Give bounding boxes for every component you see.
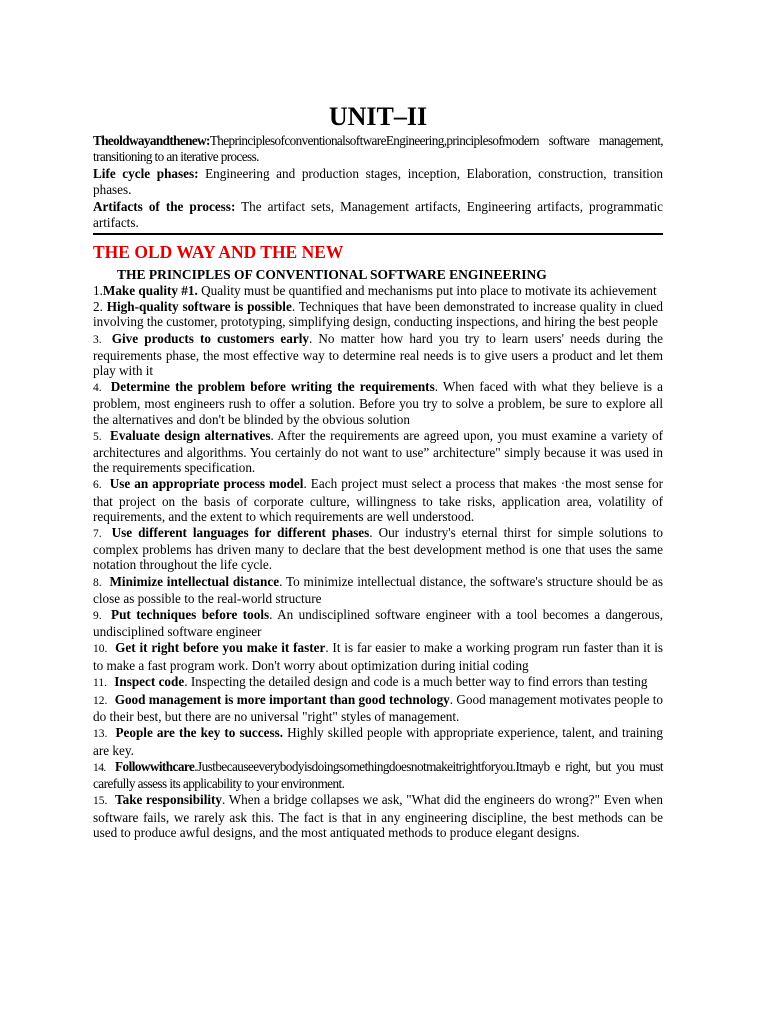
- item-number: 6.: [93, 479, 102, 492]
- list-item: [93, 674, 663, 691]
- item-text: . It is far easier to make a working program run faster than it is to make a fast program work. Don't worry about optimization during initial coding: [93, 640, 663, 673]
- item-title: High-quality software is possible: [106, 299, 292, 315]
- principles-list: [93, 283, 663, 840]
- list-item: [93, 428, 663, 476]
- list-item: [93, 759, 663, 791]
- list-item: [93, 725, 663, 757]
- list-item: [93, 792, 663, 840]
- item-text: . Our industry's eternal thirst for simple solutions to complex problems has driven many to declare that the best development method is one that uses the same notation throughout the life cycle.: [93, 525, 664, 573]
- item-title: Take responsibility: [115, 792, 223, 808]
- item-number: 10.: [93, 643, 108, 656]
- item-text: . An undisciplined software engineer with a tool becomes a dangerous, undisciplined software engineer: [93, 607, 663, 640]
- item-text: . Inspecting the detailed design and code is a much better way to find errors than testing: [184, 673, 648, 689]
- item-number: 8.: [93, 576, 102, 589]
- item-text: . No matter how hard you try to learn users' needs during the requirements phase, the most effective way to determine real needs is to give users a product and let them play with it: [93, 330, 663, 379]
- list-item: [93, 299, 663, 329]
- item-title: Good management is more important than good technology: [114, 692, 450, 708]
- item-title: Evaluate design alternatives: [110, 427, 271, 443]
- item-title: Make quality #1.: [102, 283, 198, 298]
- item-number: 14.: [93, 761, 106, 774]
- item-text: Highly skilled people with appropriate experience, talent, and training are key.: [93, 725, 663, 758]
- item-number: 2.: [93, 299, 103, 315]
- section-title: THE OLD WAY AND THE NEW: [93, 242, 344, 262]
- list-item: [93, 476, 663, 524]
- item-number: 3.: [93, 333, 102, 346]
- item-title: People are the key to success.: [115, 725, 284, 741]
- item-text: . After the requirements are agreed upon, you must examine a variety of architectures and algorithms. You certainly do not want to use” architecture" simply because it was used in the requirements specification.: [93, 427, 663, 476]
- intro-text: The artifact sets, Management artifacts, Engineering artifacts, programmatic artifacts.: [93, 199, 663, 230]
- item-text: . When faced with what they believe is a problem, most engineers rush to offer a solution. Before you try to solve a problem, be sure to explore all the alternatives and don't be blinded by the obvious solution: [93, 379, 664, 427]
- list-item: [93, 574, 663, 606]
- item-title: Use an appropriate process model: [109, 476, 304, 492]
- intro-block: [93, 133, 663, 230]
- item-text: .Justbecauseeverybodyisdoingsomethingdoesnotmakeitrightforyou.Itmayb e right, but you must carefully assess its applicability to your environment.: [93, 758, 663, 792]
- item-number: 5.: [93, 430, 102, 443]
- item-number: 9.: [93, 610, 102, 623]
- item-title: Give products to customers early: [111, 330, 309, 346]
- item-title: Determine the problem before writing the requirements: [110, 379, 435, 395]
- list-item: [93, 640, 663, 672]
- intro-line-3: [93, 199, 663, 230]
- list-item: [93, 692, 663, 724]
- intro-line-2: [93, 166, 663, 197]
- item-text: . Each project must select a process that makes ·the most sense for that project on the basis of corporate culture, willingness to take risks, application area, volatility of requirements, and the extent to which requirements are well understood.: [93, 476, 663, 524]
- item-number: 12.: [93, 695, 108, 708]
- intro-label: Artifacts of the process:: [93, 199, 236, 214]
- item-text: Quality must be quantified and mechanisms put into place to motivate its achievement: [197, 283, 657, 298]
- item-number: 11.: [93, 676, 107, 689]
- item-title: Use different languages for different phases: [111, 525, 370, 541]
- item-text: . Techniques that have been demonstrated to increase quality in clued involving the customer, prototyping, simplifying design, conducting inspections, and hiring the best people: [93, 299, 663, 330]
- principles-subheading: THE PRINCIPLES OF CONVENTIONAL SOFTWARE ENGINEERING: [117, 267, 547, 282]
- list-item: [93, 379, 663, 427]
- item-title: Followwithcare: [115, 758, 195, 774]
- item-text: . To minimize intellectual distance, the software's structure should be as close as possible to the real-world structure: [93, 573, 664, 606]
- intro-label: Life cycle phases:: [93, 166, 199, 181]
- intro-text: TheprinciplesofconventionalsoftwareEngineering,principlesofmodern software management, transitioning to an iterative process.: [93, 133, 663, 164]
- item-title: Inspect code: [114, 673, 185, 689]
- item-text: . When a bridge collapses we ask, "What did the engineers do wrong?" Even when software fails, we rarely ask this. The fact is that in any engineering discipline, the best methods can be used to produce awful designs, and the most antiquated methods to produce elegant designs.: [93, 792, 663, 840]
- section-divider: [93, 233, 663, 235]
- item-number: 1.: [93, 283, 103, 298]
- document-page: [93, 102, 663, 841]
- item-title: Get it right before you make it faster: [115, 640, 326, 656]
- item-title: Minimize intellectual distance: [109, 573, 280, 589]
- intro-label: Theoldwayandthenew:: [93, 133, 210, 148]
- item-number: 7.: [93, 528, 102, 541]
- list-item: [93, 525, 663, 573]
- unit-title: UNIT–II: [328, 102, 428, 131]
- item-title: Put techniques before tools: [111, 607, 270, 623]
- item-number: 15.: [93, 795, 108, 808]
- item-text: . Good management motivates people to do their best, but there are no universal "right" styles of management.: [93, 692, 664, 725]
- item-number: 13.: [93, 728, 108, 741]
- list-item: [93, 283, 663, 298]
- intro-text: Engineering and production stages, inception, Elaboration, construction, transition phases.: [93, 166, 664, 197]
- list-item: [93, 331, 663, 379]
- item-number: 4.: [93, 382, 102, 395]
- intro-line-1: [93, 133, 663, 164]
- list-item: [93, 607, 663, 639]
